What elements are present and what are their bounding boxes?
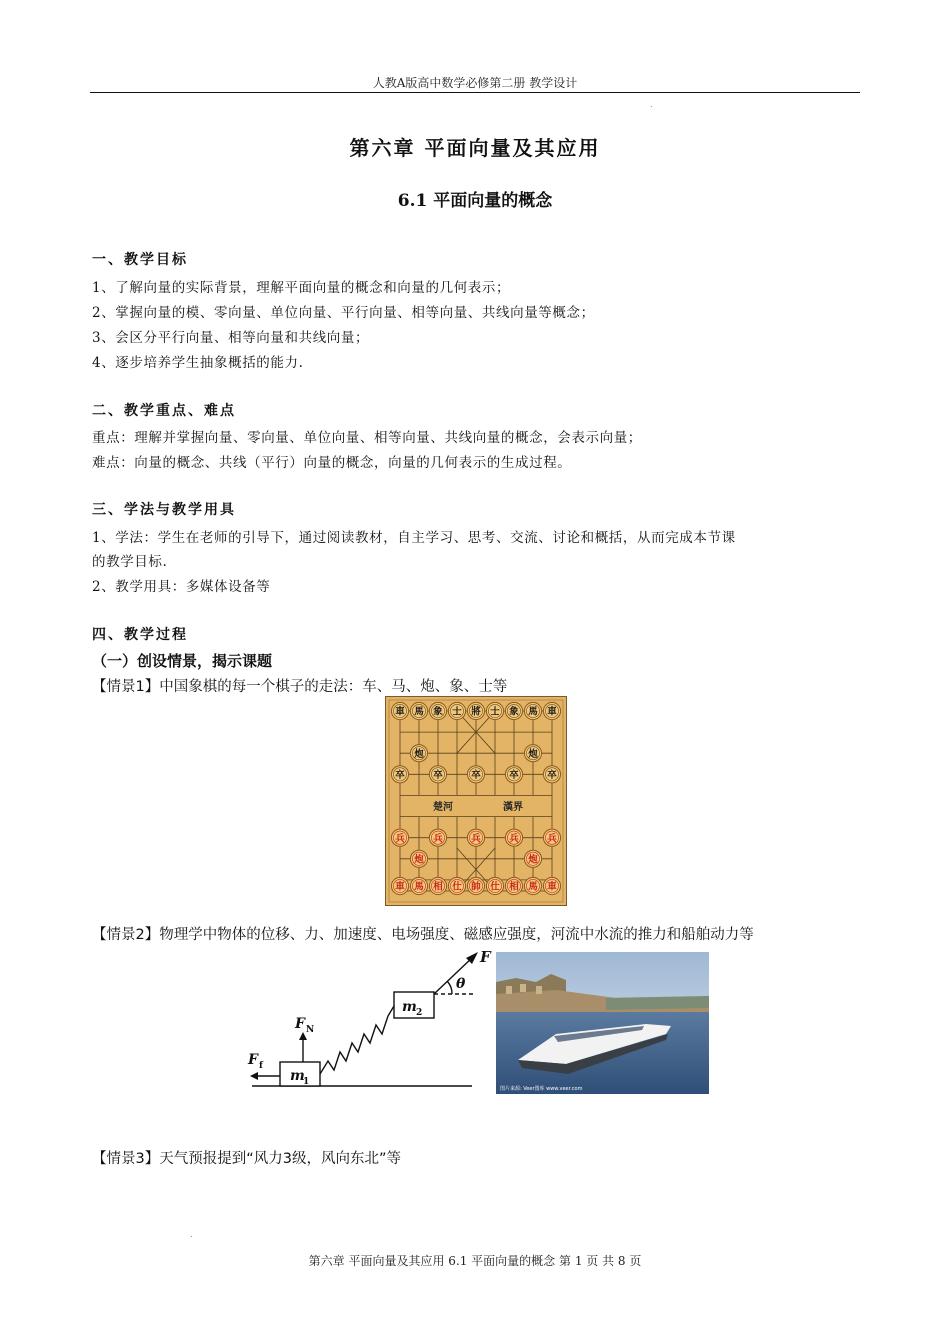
red-chess-piece (524, 850, 541, 867)
black-chess-piece (410, 745, 427, 762)
subheading-scenario: （一）创设情景，揭示课题 (92, 652, 273, 670)
chess-piece-label: 卒 (509, 769, 519, 781)
objective-item: 2、掌握向量的模、零向量、单位向量、平行向量、相等向量、共线向量等概念； (92, 305, 595, 321)
header-rule (90, 92, 860, 93)
chess-piece-label: 車 (395, 881, 405, 893)
objective-item: 3、会区分平行向量、相等向量和共线向量； (92, 330, 370, 346)
scenario-1: 【情景1】中国象棋的每一个棋子的走法：车、马、炮、象、士等 (92, 679, 508, 695)
photo-watermark: 图片来源: Veer图库 www.veer.com (500, 1086, 583, 1092)
river-ship-photo (496, 952, 709, 1094)
page-footer: 第六章 平面向量及其应用 6.1 平面向量的概念 第 1 页 共 8 页 (308, 1254, 642, 1268)
method-text-cont: 的教学目标. (92, 554, 168, 570)
red-chess-piece (543, 829, 560, 846)
red-chess-piece (467, 829, 484, 846)
chess-piece-label: 馬 (528, 706, 538, 718)
river-label-left: 楚河 (433, 802, 453, 813)
black-chess-piece (524, 745, 541, 762)
spring (320, 1006, 394, 1074)
label-m1: m (290, 1068, 305, 1084)
chess-piece-label: 仕 (452, 881, 462, 893)
red-chess-piece (391, 829, 408, 846)
black-chess-piece (505, 766, 522, 783)
chess-piece-label: 兵 (547, 833, 557, 845)
chess-piece-label: 相 (509, 881, 519, 893)
red-chess-piece (429, 877, 446, 894)
black-chess-piece (543, 766, 560, 783)
red-chess-piece (410, 850, 427, 867)
section-title: 6.1 平面向量的概念 (397, 191, 553, 211)
method-text: 1、学法：学生在老师的引导下，通过阅读教材，自主学习、思考、交流、讨论和概括，从而完成本节课 (92, 530, 736, 546)
chinese-chess-board (385, 696, 567, 906)
chapter-title: 第六章 平面向量及其应用 (349, 136, 601, 160)
black-chess-piece (467, 766, 484, 783)
label-theta: θ (456, 976, 466, 992)
black-chess-piece (391, 702, 408, 719)
chess-piece-label: 兵 (395, 833, 405, 845)
label-Ff-sub: f (259, 1061, 263, 1071)
chess-piece-label: 馬 (528, 881, 538, 893)
physics-force-diagram (240, 944, 500, 1094)
chess-piece-label: 炮 (528, 748, 538, 760)
black-chess-piece (524, 702, 541, 719)
black-chess-piece (448, 702, 465, 719)
chess-piece-label: 車 (395, 706, 405, 718)
black-chess-piece (486, 702, 503, 719)
black-chess-piece (429, 702, 446, 719)
chess-piece-label: 士 (452, 706, 462, 718)
chess-piece-label: 兵 (509, 833, 519, 845)
chess-piece-label: 炮 (414, 748, 424, 760)
black-chess-piece (391, 766, 408, 783)
black-chess-piece (543, 702, 560, 719)
black-chess-piece (467, 702, 484, 719)
chess-piece-label: 象 (509, 706, 519, 718)
label-m2: m (402, 999, 417, 1015)
stray-mark: . (650, 100, 653, 109)
chess-piece-label: 馬 (414, 881, 424, 893)
heading-objectives: 一、教学目标 (92, 252, 188, 268)
chess-piece-label: 車 (547, 706, 557, 718)
red-chess-piece (410, 877, 427, 894)
label-FN-sub: N (306, 1025, 315, 1035)
chess-piece-label: 車 (547, 881, 557, 893)
chess-piece-label: 炮 (414, 854, 424, 866)
red-chess-piece (505, 877, 522, 894)
label-m2-sub: 2 (416, 1008, 423, 1018)
label-Ff: F (248, 1052, 258, 1068)
objective-item: 4、逐步培养学生抽象概括的能力. (92, 355, 304, 371)
black-chess-piece (410, 702, 427, 719)
chess-piece-label: 將 (471, 706, 481, 718)
chess-piece-label: 炮 (528, 854, 538, 866)
objective-item: 1、了解向量的实际背景，理解平面向量的概念和向量的几何表示； (92, 280, 511, 296)
chess-piece-label: 兵 (471, 833, 481, 845)
label-m1-sub: 1 (303, 1077, 310, 1087)
chess-piece-label: 卒 (471, 769, 481, 781)
scenario-3: 【情景3】天气预报提到“风力3级，风向东北”等 (92, 1151, 401, 1167)
red-chess-piece (524, 877, 541, 894)
heading-process: 四、教学过程 (92, 627, 188, 643)
red-chess-piece (505, 829, 522, 846)
black-chess-piece (505, 702, 522, 719)
force-f-arrow (434, 956, 474, 994)
label-FN: F (295, 1016, 305, 1032)
heading-methods: 三、学法与教学用具 (92, 502, 236, 518)
black-chess-piece (429, 766, 446, 783)
red-chess-piece (467, 877, 484, 894)
tools-text: 2、教学用具：多媒体设备等 (92, 579, 271, 595)
red-chess-piece (391, 877, 408, 894)
chess-piece-label: 卒 (395, 769, 405, 781)
heading-key-points: 二、教学重点、难点 (92, 403, 236, 419)
chess-piece-label: 卒 (433, 769, 443, 781)
stray-mark: . (190, 1230, 193, 1239)
red-chess-piece (429, 829, 446, 846)
scenario-2: 【情景2】物理学中物体的位移、力、加速度、电场强度、磁感应强度，河流中水流的推力和船舶动力等 (92, 927, 754, 943)
river-label-right: 漢界 (503, 802, 523, 813)
chess-piece-label: 卒 (547, 769, 557, 781)
chess-piece-label: 兵 (433, 833, 443, 845)
chess-piece-label: 帥 (471, 881, 481, 893)
running-header: 人教A版高中数学必修第二册 教学设计 (372, 76, 578, 90)
angle-arc (447, 981, 452, 994)
label-F: F (480, 948, 491, 966)
red-chess-piece (448, 877, 465, 894)
red-chess-piece (486, 877, 503, 894)
chess-piece-label: 相 (433, 881, 443, 893)
chess-piece-label: 象 (433, 706, 443, 718)
red-chess-piece (543, 877, 560, 894)
difficult-point-text: 难点：向量的概念、共线（平行）向量的概念，向量的几何表示的生成过程。 (92, 455, 572, 471)
chess-piece-label: 馬 (414, 706, 424, 718)
chess-piece-label: 士 (490, 706, 500, 718)
key-point-text: 重点：理解并掌握向量、零向量、单位向量、相等向量、共线向量的概念，会表示向量； (92, 430, 642, 446)
chess-piece-label: 仕 (490, 881, 500, 893)
